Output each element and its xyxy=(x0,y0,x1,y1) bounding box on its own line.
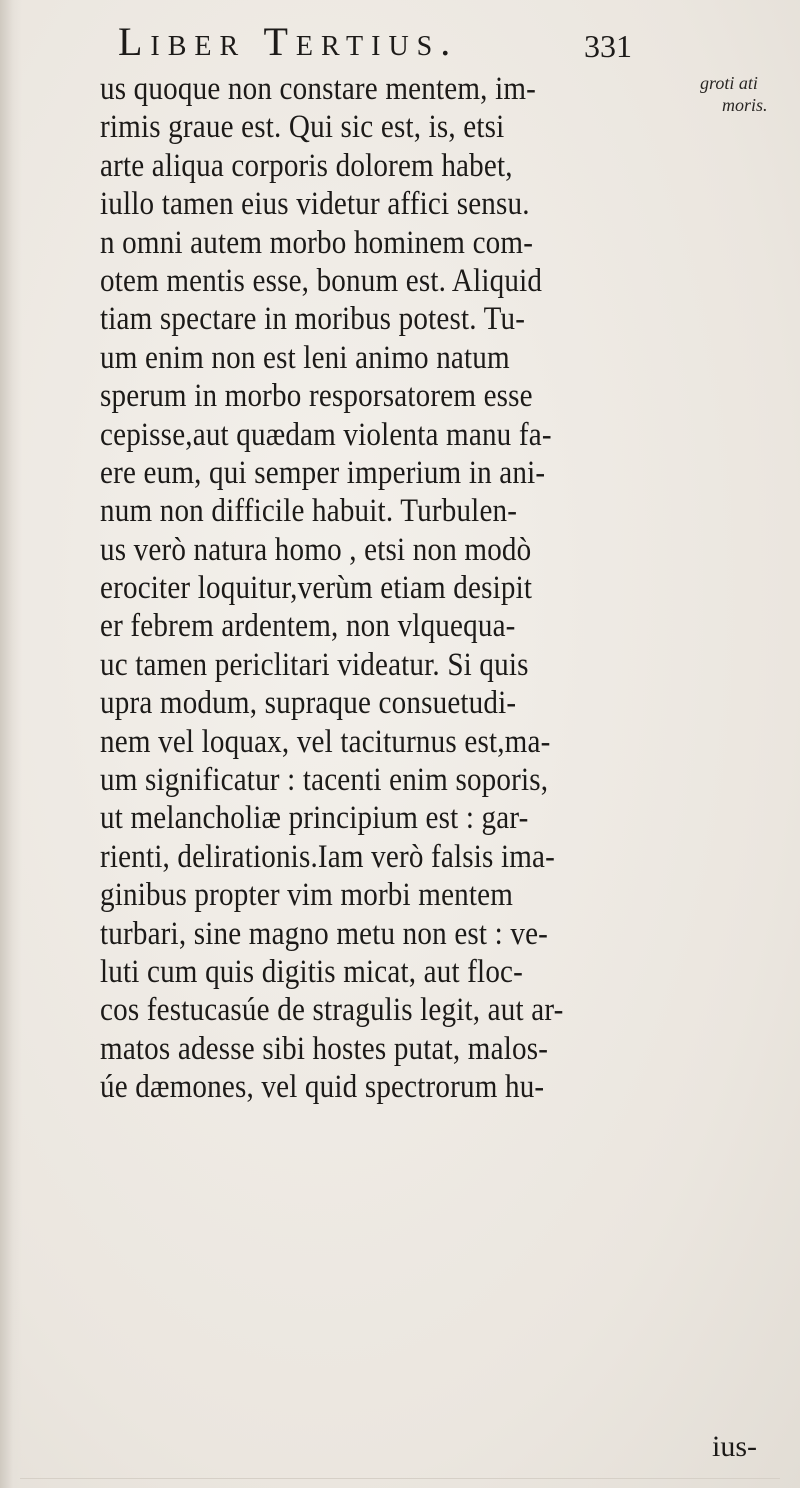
text-line: rienti, delirationis.Iam verò falsis ima- xyxy=(100,838,556,875)
page-number: 331 xyxy=(584,28,632,64)
running-head-title: Liber Tertius. xyxy=(118,19,459,64)
text-line: ere eum, qui semper imperium in ani- xyxy=(100,454,546,491)
text-line: iullo tamen eius videtur affici sensu. xyxy=(100,186,530,223)
text-line: num non difficile habuit. Turbulen- xyxy=(100,493,518,530)
text-line: úe dæmones, vel quid spectrorum hu- xyxy=(100,1069,545,1106)
text-line: cos festucasúe de stragulis legit, aut ar- xyxy=(100,992,564,1029)
text-line: erociter loquitur,verùm etiam desipit xyxy=(100,570,533,607)
text-line: ginibus propter vim morbi mentem xyxy=(100,877,514,914)
running-head xyxy=(118,18,758,68)
text-line: cepisse,aut quædam violenta manu fa- xyxy=(100,416,552,453)
text-line: nem vel loquax, vel taciturnus est,ma- xyxy=(100,723,551,760)
page-gutter-shadow xyxy=(0,0,22,1488)
body-text xyxy=(100,70,780,1107)
text-line: sperum in morbo resporsatorem esse xyxy=(100,378,533,415)
text-line: tiam spectare in moribus potest. Tu- xyxy=(100,301,526,338)
page-bottom-edge xyxy=(20,1478,780,1479)
catchword: ius- xyxy=(712,1430,757,1463)
text-line: matos adesse sibi hostes putat, malos- xyxy=(100,1030,549,1067)
text-line: otem mentis esse, bonum est. Aliquid xyxy=(100,262,543,299)
text-line: er febrem ardentem, non vlquequa- xyxy=(100,608,516,645)
text-line: n omni autem morbo hominem com- xyxy=(100,224,534,261)
text-line: rimis graue est. Qui sic est, is, etsi xyxy=(100,109,505,146)
text-line: us verò natura homo , etsi non modò xyxy=(100,531,532,568)
text-line: luti cum quis digitis micat, aut floc- xyxy=(100,953,524,990)
text-line: um significatur : tacenti enim soporis, xyxy=(100,762,549,799)
text-line: um enim non est leni animo natum xyxy=(100,339,510,376)
text-line: us quoque non constare mentem, im- xyxy=(100,71,537,107)
text-line: upra modum, supraque consuetudi- xyxy=(100,685,517,722)
text-line: uc tamen periclitari videatur. Si quis xyxy=(100,646,529,683)
text-line: ut melancholiæ principium est : gar- xyxy=(100,800,529,837)
marginal-note-line: moris. xyxy=(722,95,768,115)
text-line: arte aliqua corporis dolorem habet, xyxy=(100,147,513,184)
text-line: turbari, sine magno metu non est : ve- xyxy=(100,915,549,952)
marginal-note-line: groti ati xyxy=(700,73,758,93)
